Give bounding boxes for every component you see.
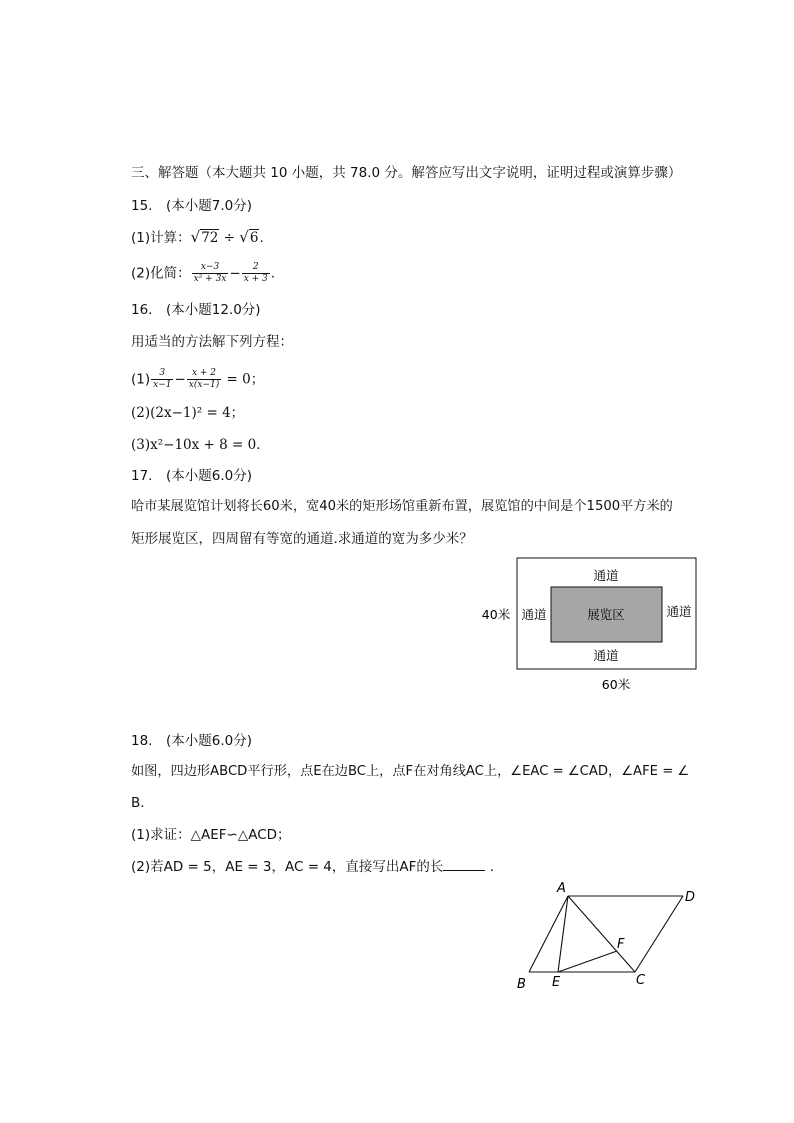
label-exhibition-area: 展览区	[587, 607, 625, 622]
question-16-eq-1	[131, 368, 264, 391]
point-F-label: F	[617, 937, 625, 952]
fraction	[242, 262, 270, 285]
exhibition-hall-figure	[470, 550, 710, 700]
question-16-intro: 用适当的方法解下列方程：	[131, 334, 293, 350]
segment-AC	[568, 896, 635, 972]
question-16-eq-3: (3)x²−10x + 8 = 0．	[131, 437, 270, 453]
numerator: 3	[159, 368, 166, 378]
segment-AE	[558, 896, 568, 972]
question-18-part-1: (1)求证：△AEF∽△ACD；	[131, 827, 291, 843]
segment-BA	[529, 896, 568, 972]
label-passage-left: 通道	[521, 607, 547, 622]
question-18-label: 18. (本小题6.0分)	[131, 733, 252, 749]
question-18-text-2: B．	[131, 795, 154, 811]
question-17-text-2: 矩形展览区，四周留有等宽的通道.求通道的宽为多少米？	[131, 531, 473, 547]
section-header: 三、解答题（本大题共 10 小题，共 78.0 分。解答应写出文字说明，证明过程或演算步骤）	[131, 165, 682, 181]
label-height: 40米	[481, 607, 511, 622]
answer-blank	[443, 856, 485, 871]
denominator: x² + 3x	[193, 274, 227, 284]
fraction	[187, 368, 221, 391]
q16-e1-prefix: (1)	[131, 371, 151, 388]
q15-p1-prefix: (1)计算：	[131, 230, 191, 246]
question-17-label: 17. (本小题6.0分)	[131, 468, 252, 484]
point-E-label: E	[552, 975, 561, 990]
fraction	[151, 368, 173, 391]
label-passage-bottom: 通道	[593, 648, 619, 663]
q15-radicand-2: 6	[249, 230, 259, 246]
question-17-text-1: 哈市某展览馆计划将长60米，宽40米的矩形场馆重新布置，展览馆的中间是个1500平方米的	[131, 499, 673, 514]
question-16-label: 16. (本小题12.0分)	[131, 302, 261, 318]
numerator: x−3	[200, 262, 220, 272]
point-C-label: C	[636, 973, 646, 988]
numerator: x + 2	[191, 368, 217, 378]
label-passage-right: 通道	[666, 604, 692, 619]
question-18-text-1: 如图，四边形ABCD平行形，点E在边BC上，点F在对角线AC上，∠EAC = ∠CAD，∠AFE = ∠	[131, 764, 690, 779]
q18-p2-end: ．	[485, 859, 504, 875]
sqrt-symbol: √	[239, 228, 249, 246]
q15-p1-end: .	[259, 230, 264, 246]
segment-DC	[635, 896, 683, 972]
minus-sign: −	[174, 371, 186, 388]
question-15-label: 15. (本小题7.0分)	[131, 198, 252, 214]
point-A-label: A	[557, 881, 566, 896]
numerator: 2	[252, 262, 259, 272]
q16-e1-end: = 0；	[222, 371, 265, 388]
minus-sign: −	[229, 265, 241, 282]
denominator: x(x−1)	[188, 380, 220, 390]
q15-operator: ÷	[219, 230, 240, 246]
q15-radicand-1: 72	[201, 230, 219, 246]
question-18-part-2	[131, 856, 503, 877]
label-width: 60米	[601, 677, 631, 692]
denominator: x + 3	[243, 274, 268, 284]
segment-EF	[558, 951, 617, 972]
question-15-part-1	[131, 227, 264, 248]
q18-p2-prefix: (2)若AD = 5，AE = 3，AC = 4，直接写出AF的长	[131, 859, 444, 875]
fraction	[192, 262, 229, 285]
sqrt-symbol: √	[190, 228, 201, 246]
q15-p2-prefix: (2)化简：	[131, 265, 191, 282]
parallelogram-figure	[505, 878, 710, 996]
point-B-label: B	[517, 977, 526, 992]
denominator: x−1	[153, 380, 172, 390]
label-passage-top: 通道	[593, 568, 619, 583]
q15-p2-end: .	[270, 265, 276, 282]
question-16-eq-2: (2)(2x−1)² = 4；	[131, 405, 245, 421]
point-D-label: D	[685, 890, 696, 905]
question-15-part-2	[131, 262, 275, 285]
